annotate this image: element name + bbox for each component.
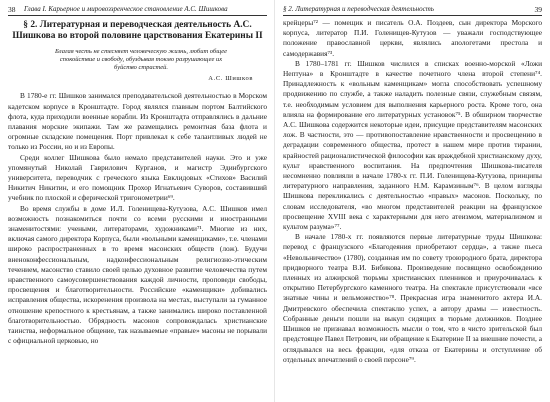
section-title: § 2. Литературная и переводческая деятельность А.С. Шишкова во второй половине царствования Екатерины II — [12, 20, 263, 42]
left-paragraph-1: В 1780-е гг. Шишков занимался преподавательской деятельностью в Морском кадетском корпусе в Кронштадте. Город являлся главным портом Балтийского флота, куда приходили военные корабли. Из Кронштадта отправлялись в дальние плавания морские экипажи. Там же размещались ремонтная база флота и огромные складские помещения. Порт привлекал к себе талантливых людей не только из России, но и из Европы. — [8, 91, 267, 152]
left-paragraph-2: Среди коллег Шишкова было немало представителей науки. Это и уже упомянутый Николай Гаврилович Курганов, и магистр Эдинбургского университета, переводчик с греческого языка Евклидовых «Стихов» Василий Никитич Никитин, и его помощник Прохор Игнатьевич Суворов, составивший учебник по плоской и сферической тригонометрии⁶⁹. — [8, 152, 267, 203]
right-running-header — [283, 4, 542, 16]
right-page-body — [283, 18, 542, 402]
left-paragraph-3: Во время службы в доме И.Л. Голенищева-Кутузова, А.С. Шишков имел возможность познакомиться почти со всеми русскими и иностранными знаменитостями: учеными, литераторами, художниками⁷¹. Многие из них, включая самого директора Корпуса, были «вольными каменщиками», т.е. членами широко распространенных в то время масонских обществ (лож). Будучи вненоконфессиональным, надконфессиональным религиозно-этическим течением, масонство ставило своей целью духовное развитие человечества путем нравственного самоусовершенствования каждой личности, проповеди свободы, просвещения и благотворительности. Российские «каменщики» добивались исправления общества, искоренения произвола на местах, выступали за гуманное отношение крепостного к крестьянам, а также занимались широко поставленной благотворительностью. Обрядность масонов сопровождалась христианские таинства, неформальное общение, так называемые «правые» масоны не порывали с официальной церковью, но — [8, 203, 267, 346]
epigraph: Благая честь не стесняет человеческую жизнь, любит общее спокойствие и свободу, обуздывая токмо разрушающее их буйство страстей. — [54, 48, 228, 72]
right-paragraph-2: В 1780–1781 гг. Шишков числился в списках военно-морской «Ложи Нептуна» в Кронштадте в качестве почетного члена второй степени⁷⁴. Принадлежность к «вольным каменщикам» могла способствовать успешному продвижению по службе, а также наладить полезные связи, служебным связям, т.е. необходимым условием для выполнения карьерного роста. Кроме того, она влияла на формирование его литературных установок⁷⁵. В обширном творчестве А.С. Шишкова содержится некоторые идеи, присущие представителям масонских лож. В частности, это — противопоставление нравственности и просвещению в деградации современного общества, протест в нашем мире против тирании, крайностей рационалистической философии как враждебной христианскому духу, культ нравственного воспитания. На предпочтения Шишкова-писателя несомненно повлияли в начале 1780-х гг. П.И. Голенищева-Кутузова, принципы литературного направления, заданного Н.М. Карамзиным⁷⁶. В целом взгляды Шишкова перекликались с деятельностью «правых» масонов. Поскольку, по словам исследователя, «во многом представителей реакции на французское просвещение XVIII века с характерными для него атеизмом, материализмом и культом разума»⁷⁷. — [283, 58, 542, 232]
right-paragraph-1: крейцеры⁷² — помещик и писатель О.А. Поздеев, сын директора Морского корпуса, литератор П.И. Голенищев-Кутузов — уважали господствующее положение православной церкви, являлись апологетами престола и самодержавия⁷³. — [283, 18, 542, 58]
left-page-number: 38 — [8, 5, 16, 14]
left-page-body — [8, 18, 267, 402]
left-running-title: Глава I. Карьерное и мировоззренческое становление А.С. Шишкова — [24, 5, 228, 13]
right-page-number: 39 — [534, 5, 542, 14]
right-running-title: § 2. Литературная и переводческая деятельность — [283, 5, 434, 13]
right-page — [275, 0, 550, 402]
epigraph-author: А.С. Шишков — [208, 75, 253, 83]
left-running-header — [8, 4, 267, 16]
right-paragraph-3: В начале 1780-х гг. появляются первые литературные труды Шишкова: перевод с французского «Благодеяния приобретают сердца», а также пьеса «Невольничество» (1780), созданная им по совету троюродного брата, директора придворного театра В.И. Бибикова. Произведение посвящено освобождению пленных из алжирской тюрьмы христианских пленников и приурочивалась к открытию Петербургского каменного театра. На спектакле присутствовали «все знатные чины и вельможество»⁷⁸. Прекрасная игра знаменитого актера И.А. Дмитревского обеспечила спектаклю успех, а автору драмы — известность. Собранные деньги пошли на выкуп сидящих в тюрьме должников. Позднее Шишков не признавал возможность мысли о том, что в чисто зрительской был предстоящее Павел Петрович, ни обращение к Екатерине II за внешние почести, а оглядывался на весь фракции, «для отказа от Екатерины и отступление об отдельных впечатлений о своей персоне⁷⁹. — [283, 232, 542, 364]
